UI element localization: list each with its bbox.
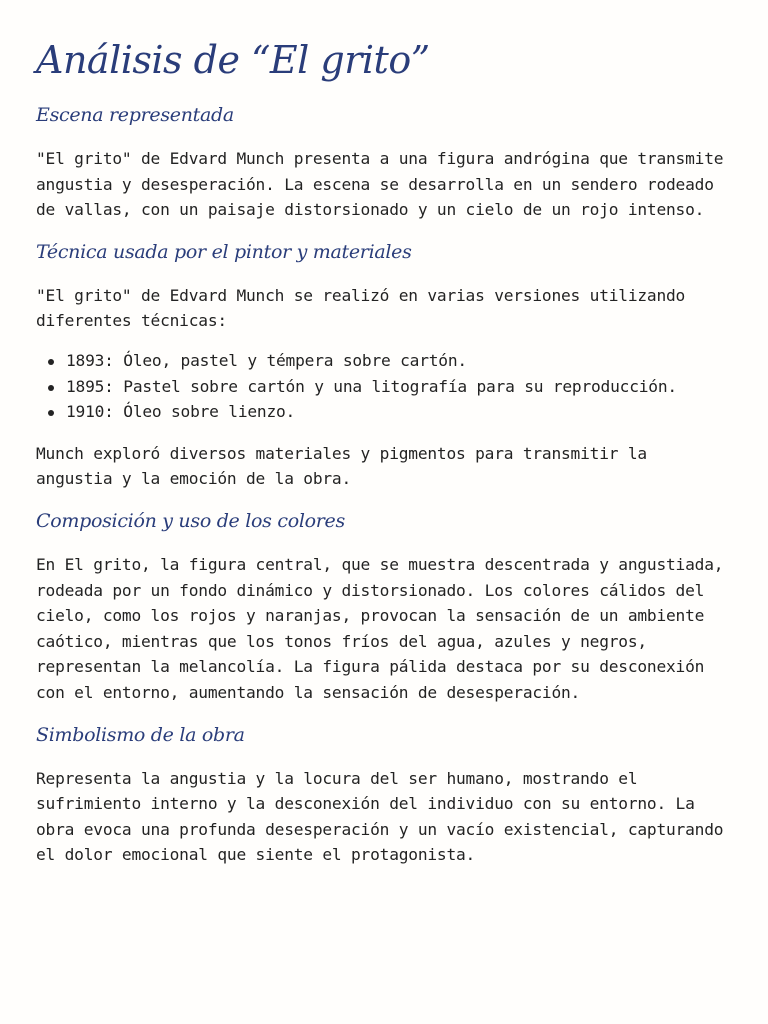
page-title: Análisis de “El grito” xyxy=(36,38,430,82)
section-outro-tecnica: Munch exploró diversos materiales y pigmentos para transmitir la angustia y la emoción de la obra. xyxy=(36,443,647,489)
section-paragraph-composicion: En El grito, la figura central, que se muestra descentrada y angustiada, rodeada por un fondo dinámico y distorsionado. Los colores cálidos del cielo, como los rojos y naranjas, provocan la sensación de un ambiente caótico, mientras que los tonos fríos del agua, azules y negros, representan la melancolía. La figura pálida destaca por su desconexión con el entorno, aumentando la sensación de desesperación. xyxy=(36,554,724,702)
section-heading-simbolismo: Simbolismo de la obra xyxy=(36,723,245,746)
list-item-text: 1910: Óleo sobre lienzo. xyxy=(66,402,296,422)
bullet-icon xyxy=(48,359,54,365)
list-item xyxy=(36,374,732,400)
section-paragraph-escena: "El grito" de Edvard Munch presenta a una figura andrógina que transmite angustia y desesperación. La escena se desarrolla en un sendero rodeado de vallas, con un paisaje distorsionado y un cielo de un rojo intenso. xyxy=(36,149,724,220)
list-item-text: 1893: Óleo, pastel y témpera sobre cartón. xyxy=(66,350,467,370)
list-item xyxy=(36,399,732,425)
technique-list xyxy=(36,348,732,425)
list-item xyxy=(36,348,732,374)
section-heading-escena: Escena representada xyxy=(36,104,234,126)
list-item-text: 1895: Pastel sobre cartón y una litografía para su reproducción. xyxy=(66,376,677,396)
section-paragraph-simbolismo: Representa la angustia y la locura del ser humano, mostrando el sufrimiento interno y la desconexión del individuo con su entorno. La obra evoca una profunda desesperación y un vacío existencial, capturando el dolor emocional que siente el protagonista. xyxy=(36,768,724,865)
section-heading-tecnica: Técnica usada por el pintor y materiales xyxy=(36,240,412,263)
section-intro-tecnica: "El grito" de Edvard Munch se realizó en varias versiones utilizando diferentes técnicas: xyxy=(36,285,686,331)
bullet-icon xyxy=(48,410,54,416)
bullet-icon xyxy=(48,385,54,391)
section-heading-composicion: Composición y uso de los colores xyxy=(36,509,345,532)
